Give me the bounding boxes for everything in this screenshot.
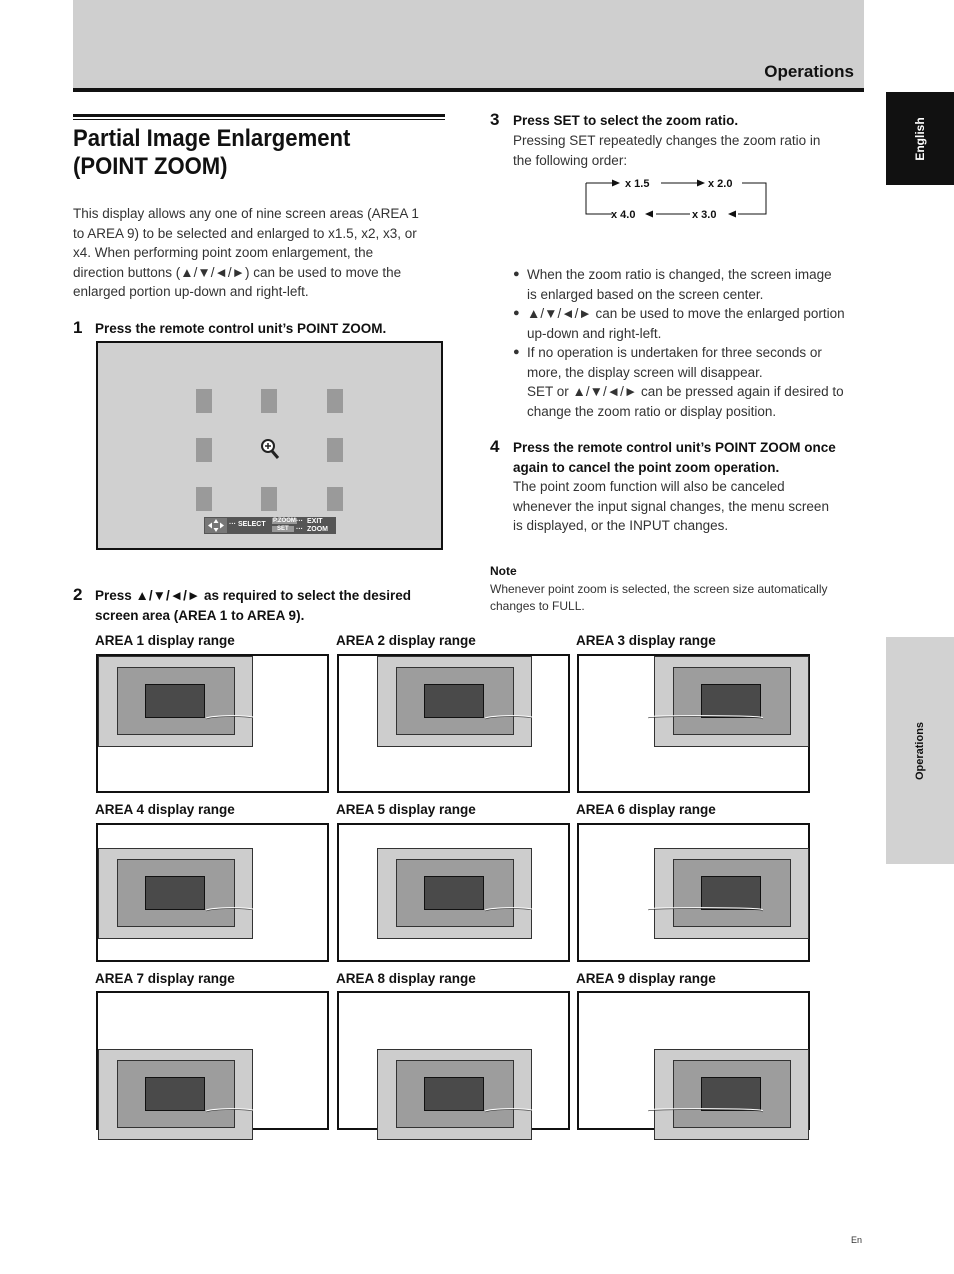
area-title: AREA 8 display range [336, 971, 476, 986]
bullet-item [513, 265, 863, 304]
step-4-line: whenever the input signal changes, the menu screen [513, 498, 829, 514]
leader-line [98, 825, 327, 960]
intro-paragraph [73, 204, 453, 302]
step-2-number: 2 [73, 585, 83, 604]
step-2-line: Press ▲/▼/◄/► as required to select the desired [95, 588, 412, 603]
tab-english [886, 92, 954, 185]
area-title: AREA 7 display range [95, 971, 235, 986]
step-4-title-line: again to cancel the point zoom operation. [513, 459, 780, 475]
title-rule [73, 114, 445, 117]
step-2-title [95, 586, 455, 625]
bullet-line: ● When the zoom ratio is changed, the screen image [527, 267, 832, 282]
note-text [490, 581, 865, 615]
magnifier-icon [260, 438, 280, 460]
area-marker [327, 487, 343, 511]
area-frame [337, 654, 570, 793]
leader-line [339, 993, 568, 1128]
osd-exit: EXIT [307, 518, 323, 525]
bullet-line: SET or ▲/▼/◄/► can be pressed again if desired to [527, 384, 844, 399]
area-frame [577, 991, 810, 1130]
step-3-line: Pressing SET repeatedly changes the zoom ratio in [513, 133, 821, 148]
intro-line: This display allows any one of nine screen areas (AREA 1 [73, 206, 419, 221]
area-marker [261, 487, 277, 511]
zoom-cycle-diagram [580, 172, 772, 222]
direction-arrows-icon [205, 518, 227, 533]
area-title: AREA 1 display range [95, 633, 235, 648]
intro-line: enlarged portion up-down and right-left. [73, 284, 309, 299]
area-title: AREA 2 display range [336, 633, 476, 648]
step-4-block [513, 438, 868, 536]
area-title: AREA 9 display range [576, 971, 716, 986]
tab-operations-label: Operations [914, 721, 926, 780]
note-line: Whenever point zoom is selected, the screen size automatically [490, 582, 828, 596]
area-frame [337, 823, 570, 962]
area-frame [577, 823, 810, 962]
leader-line [579, 656, 808, 791]
osd-set: SET [272, 526, 294, 532]
step-3-title: Press SET to select the zoom ratio. [513, 113, 739, 128]
area-marker [261, 389, 277, 413]
section-heading: Operations [764, 62, 854, 81]
intro-line: x4. When performing point zoom enlargement, the [73, 245, 374, 260]
osd-zoom: ZOOM [307, 526, 328, 533]
leader-line [98, 993, 327, 1128]
area-marker [327, 389, 343, 413]
area-frame [96, 823, 329, 962]
bullet-line: change the zoom ratio or display position. [527, 403, 777, 419]
bullet-line: ● ▲/▼/◄/► can be used to move the enlarged portion [527, 306, 845, 321]
bullet-line: more, the display screen will disappear. [527, 364, 763, 380]
page-title-line2: (POINT ZOOM) [73, 153, 228, 180]
zoom-x4-0: x 4.0 [611, 209, 636, 221]
area-title: AREA 5 display range [336, 802, 476, 817]
osd-select: SELECT [238, 521, 266, 528]
leader-line [98, 656, 327, 791]
step-3-bullets [513, 265, 863, 421]
area-frame [96, 654, 329, 793]
step-3-text [513, 131, 863, 170]
page-title-line1: Partial Image Enlargement [73, 125, 351, 152]
area-title: AREA 4 display range [95, 802, 235, 817]
leader-line [339, 656, 568, 791]
title-rule-thin [73, 119, 445, 120]
step-4-title-line: Press the remote control unit’s POINT ZOOM once [513, 440, 836, 455]
note-line: changes to FULL. [490, 599, 585, 613]
area-frame [337, 991, 570, 1130]
leader-line [579, 993, 808, 1128]
intro-line: direction buttons (▲/▼/◄/►) can be used to move the [73, 264, 402, 280]
osd-bar: ··· SELECT P.ZOOM SET ··· ··· EXIT ZOOM [204, 517, 336, 534]
step-4-line: The point zoom function will also be canceled [513, 479, 785, 494]
zoom-x3-0: x 3.0 [692, 209, 717, 221]
zoom-x1-5: x 1.5 [625, 178, 650, 190]
bullet-item [513, 304, 863, 343]
tab-english-label: English [913, 116, 927, 161]
area-marker [196, 389, 212, 413]
area-marker [196, 438, 212, 462]
step-2-line: screen area (AREA 1 to AREA 9). [95, 607, 305, 623]
note-heading: Note [490, 564, 517, 578]
step-3-line: the following order: [513, 152, 628, 168]
zoom-x2-0: x 2.0 [708, 178, 733, 190]
bullet-line: ● If no operation is undertaken for three seconds or [527, 345, 822, 360]
area-marker [196, 487, 212, 511]
bullet-line: is enlarged based on the screen center. [527, 286, 764, 302]
step-4-number: 4 [490, 437, 500, 456]
area-frame [96, 991, 329, 1130]
page-footer: En [851, 1235, 863, 1245]
step-1-title: Press the remote control unit’s POINT ZOOM. [95, 321, 387, 336]
intro-line: to AREA 9) to be selected and enlarged to x1.5, x2, x3, or [73, 225, 417, 241]
area-marker [327, 438, 343, 462]
bullet-line: up-down and right-left. [527, 325, 662, 341]
page-title [73, 125, 423, 181]
area-frame [577, 654, 810, 793]
bullet-item [513, 343, 863, 421]
area-title: AREA 3 display range [576, 633, 716, 648]
area-title: AREA 6 display range [576, 802, 716, 817]
leader-line [579, 825, 808, 960]
step-4-line: is displayed, or the INPUT changes. [513, 518, 729, 533]
osd-pzoom: P.ZOOM [273, 518, 296, 524]
step-3-number: 3 [490, 110, 500, 129]
header-rule [73, 88, 864, 92]
tab-operations [886, 637, 954, 864]
leader-line [339, 825, 568, 960]
step-1-number: 1 [73, 318, 83, 337]
